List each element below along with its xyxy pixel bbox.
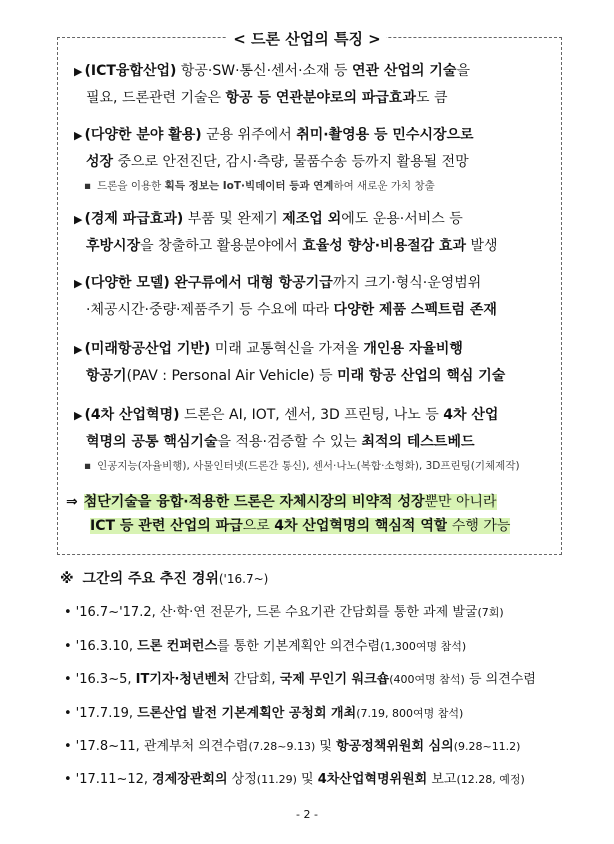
history-text: 및 <box>315 739 337 754</box>
page-number: - 2 - <box>296 808 318 821</box>
item-emphasis: 항공 등 연관분야로의 파급효과 <box>225 90 416 106</box>
item-emphasis: 최적의 테스트베드 <box>361 434 475 450</box>
history-item <box>64 604 564 622</box>
item-text: 군용 위주에서 <box>201 127 297 143</box>
item-line <box>74 58 552 85</box>
triangle-bullet-icon: ▶ <box>74 65 83 78</box>
item-emphasis: 완구류에서 대형 항공기급 <box>174 275 333 291</box>
item-text: 부품 및 완제기 <box>183 211 283 227</box>
history-text: 등 의견수렴 <box>464 672 536 687</box>
small-bullet-icon: ▪ <box>84 180 92 192</box>
item-line <box>74 149 552 175</box>
item-text: 을 <box>456 63 470 79</box>
item-emphasis: 4차 산업 <box>443 407 499 423</box>
conclusion-highlight: 4차 산업혁명의 핵심적 역할 <box>274 518 448 534</box>
history-heading: 그간의 주요 추진 경위 <box>82 571 219 587</box>
history-period: ('16.7~) <box>218 572 269 586</box>
item-heading: (4차 산업혁명) <box>84 407 180 423</box>
conclusion-highlight: 한 드론은 <box>215 494 280 510</box>
history-text: 를 통한 기본계획안 의견수렴 <box>217 639 381 654</box>
history-text: '16.7~'17.2, 산·학·연 전문가, 드론 수요기관 간담회를 통한 과제 발굴 <box>75 605 478 620</box>
item-line <box>74 85 552 111</box>
history-emphasis: 4차산업혁명위원회 <box>317 772 428 787</box>
history-text: 상정 <box>227 772 257 787</box>
item-heading: (다양한 모델) <box>84 275 170 291</box>
item-emphasis: 연관 산업의 기술 <box>352 63 457 79</box>
conclusion-line <box>66 490 556 514</box>
history-text: 및 <box>296 772 318 787</box>
conclusion-highlight: 첨단기술을 <box>83 494 157 510</box>
item-line <box>74 429 552 455</box>
item-text: 까지 크기·형식·운영범위 <box>332 275 482 291</box>
history-detail: (1,300여명 참석) <box>380 640 467 653</box>
history-emphasis: 드론 컨퍼런스 <box>137 639 218 654</box>
history-detail: (7.28~9.13) <box>248 740 316 753</box>
item-text: 을 적용·검증할 수 있는 <box>217 434 362 450</box>
history-item <box>64 671 564 689</box>
history-text: '16.3.10, <box>75 639 138 654</box>
item-emphasis: 취미·촬영용 등 민수시장으로 <box>296 127 474 143</box>
triangle-bullet-icon: ▶ <box>74 277 83 290</box>
history-emphasis: 경제장관회의 <box>152 772 228 787</box>
history-emphasis: 국제 무인기 워크숍 <box>279 672 390 687</box>
feature-item <box>74 336 552 389</box>
item-line <box>74 206 552 233</box>
history-emphasis: IT기자·청년벤처 <box>135 672 230 687</box>
implies-arrow-icon: ⇒ <box>66 494 78 510</box>
history-item <box>64 738 564 756</box>
item-text: 에도 운용·서비스 등 <box>341 211 463 227</box>
triangle-bullet-icon: ▶ <box>74 409 83 422</box>
item-line <box>74 402 552 429</box>
item-emphasis: 미래 항공 산업의 핵심 기술 <box>337 368 506 384</box>
triangle-bullet-icon: ▶ <box>74 343 83 356</box>
item-text: 항공·SW·통신·센서·소재 등 <box>176 63 353 79</box>
history-text: 보고 <box>427 772 457 787</box>
history-text: '17.8~11, 관계부처 의견수렴 <box>75 739 249 754</box>
item-line <box>74 270 552 297</box>
item-emphasis: 후방시장 <box>86 238 141 254</box>
conclusion <box>66 490 556 538</box>
item-text: 드론은 AI, IOT, 센서, 3D 프린팅, 나노 등 <box>179 407 444 423</box>
small-bullet-icon: ▪ <box>84 460 92 472</box>
conclusion-highlight: ICT 등 관련 산업의 파급 <box>90 518 243 534</box>
bullet-icon: • <box>64 739 72 754</box>
history-text: '17.7.19, <box>75 706 138 721</box>
item-heading: (ICT융합산업) <box>84 63 177 79</box>
history-text: 간담회, <box>229 672 280 687</box>
feature-item <box>74 206 552 259</box>
history-detail: (7.19, 800여명 참석) <box>356 707 464 720</box>
conclusion-text: 뿐만 아니라 <box>424 494 497 510</box>
item-emphasis: 항공기 <box>86 368 127 384</box>
item-emphasis: 제조업 외 <box>282 211 342 227</box>
item-line <box>74 297 552 323</box>
item-note <box>84 459 554 473</box>
item-heading: (다양한 분야 활용) <box>84 127 202 143</box>
item-text: (PAV : Personal Air Vehicle) 등 <box>126 368 338 384</box>
history-emphasis: 드론산업 발전 기본계획안 공청회 개최 <box>137 706 357 721</box>
triangle-bullet-icon: ▶ <box>74 213 83 226</box>
item-text: 발생 <box>466 238 498 254</box>
history-text: '17.11~12, <box>75 772 153 787</box>
bullet-icon: • <box>64 639 72 654</box>
feature-item <box>74 270 552 323</box>
item-line <box>74 233 552 259</box>
item-emphasis: 혁명의 공통 핵심기술 <box>86 434 218 450</box>
conclusion-line <box>66 514 556 538</box>
item-emphasis: 다양한 제품 스펙트럼 존재 <box>333 302 497 318</box>
item-note <box>84 179 554 193</box>
item-emphasis: 성장 <box>86 154 114 170</box>
item-text: ·체공시간·중량·제품주기 등 수요에 따라 <box>86 302 334 318</box>
item-text: 미래 교통혁신을 가져올 <box>210 341 364 357</box>
history-item <box>64 705 564 723</box>
conclusion-text: 수행 가능 <box>447 518 511 534</box>
item-text: 을 창출하고 활용분야에서 <box>140 238 303 254</box>
item-heading: (경제 파급효과) <box>84 211 184 227</box>
triangle-bullet-icon: ▶ <box>74 129 83 142</box>
bullet-icon: • <box>64 772 72 787</box>
history-item <box>64 638 564 656</box>
feature-item <box>74 122 552 175</box>
bullet-icon: • <box>64 605 72 620</box>
history-detail: (11.29) <box>256 773 297 786</box>
history-item <box>64 771 564 789</box>
history-emphasis: 항공정책위원회 심의 <box>336 739 454 754</box>
history-text: '16.3~5, <box>75 672 136 687</box>
feature-item <box>74 402 552 455</box>
item-line <box>74 122 552 149</box>
item-line <box>74 336 552 363</box>
feature-item <box>74 58 552 111</box>
conclusion-highlight: 자체시장의 비약적 성장 <box>279 494 425 510</box>
item-line <box>74 363 552 389</box>
reference-mark-icon: ※ <box>60 571 74 587</box>
item-text: 필요, 드론관련 기술은 <box>86 90 226 106</box>
history-detail: (12.28, 예정) <box>456 773 525 786</box>
item-text: 중으로 안전진단, 감시·측량, 물품수송 등까지 활용될 전망 <box>113 154 469 170</box>
history-detail: (400여명 참석) <box>389 673 465 686</box>
history-detail: (7회) <box>477 606 504 619</box>
note-text: 드론을 이용한 <box>97 180 165 192</box>
conclusion-text: 으로 <box>242 518 275 534</box>
bullet-icon: • <box>64 672 72 687</box>
bullet-icon: • <box>64 706 72 721</box>
item-heading: (미래항공산업 기반) <box>84 341 211 357</box>
item-emphasis: 개인용 자율비행 <box>363 341 463 357</box>
history-detail: (9.28~11.2) <box>453 740 521 753</box>
box-title: < 드론 산업의 특징 > <box>227 28 386 49</box>
history-title <box>60 568 268 588</box>
note-text: 인공지능(자율비행), 사물인터넷(드론간 통신), 센서·나노(복합·소형화), 3D프린팅(기체제작) <box>97 460 520 472</box>
note-text: 하여 새로운 가치 창출 <box>333 180 435 192</box>
item-text: 도 큼 <box>415 90 448 106</box>
item-emphasis: 효율성 향상·비용절감 효과 <box>302 238 467 254</box>
note-emphasis: 획득 정보는 IoT·빅데이터 등과 연계 <box>164 180 334 192</box>
conclusion-highlight: 융합·적용 <box>156 494 216 510</box>
